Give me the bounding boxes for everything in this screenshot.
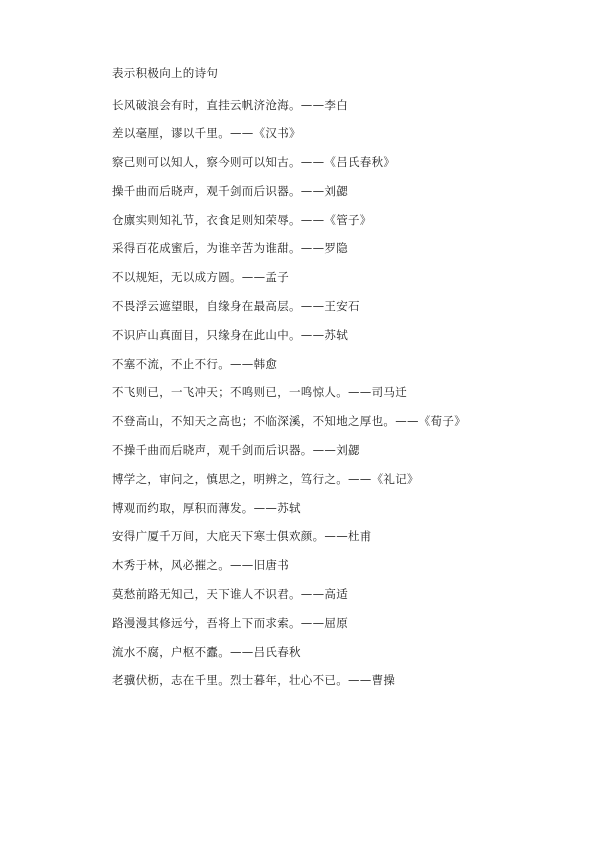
quote-line: 不畏浮云遮望眼，自缘身在最高层。——王安石 — [112, 299, 360, 314]
quote-line: 老骥伏枥，志在千里。烈士暮年，壮心不已。——曹操 — [112, 673, 396, 688]
quote-line: 仓廪实则知礼节，衣食足则知荣辱。——《管子》 — [112, 212, 372, 227]
document-body — [112, 68, 500, 687]
quote-line: 不以规矩，无以成方圆。——孟子 — [112, 270, 289, 285]
page-title: 表示积极向上的诗句 — [112, 66, 219, 80]
quote-line: 操千曲而后晓声，观千剑而后识器。——刘勰 — [112, 183, 348, 198]
quote-line: 不塞不流，不止不行。——韩愈 — [112, 356, 278, 371]
quote-line: 不登高山，不知天之高也；不临深溪，不知地之厚也。——《荀子》 — [112, 414, 466, 429]
quote-line: 路漫漫其修远兮，吾将上下而求索。——屈原 — [112, 615, 348, 630]
quote-line: 不飞则已，一飞冲天；不鸣则已，一鸣惊人。——司马迁 — [112, 385, 407, 400]
quote-line: 博学之，审问之，慎思之，明辨之，笃行之。——《礼记》 — [112, 471, 419, 486]
quote-line: 采得百花成蜜后，为谁辛苦为谁甜。——罗隐 — [112, 241, 348, 256]
quote-line: 不操千曲而后晓声，观千剑而后识器。——刘勰 — [112, 443, 360, 458]
quote-line: 流水不腐，户枢不蠹。——吕氏春秋 — [112, 644, 301, 659]
quote-line: 长风破浪会有时，直挂云帆济沧海。——李白 — [112, 97, 348, 112]
quote-line: 安得广厦千万间，大庇天下寒士俱欢颜。——杜甫 — [112, 529, 372, 544]
quote-line: 木秀于林，风必摧之。——旧唐书 — [112, 558, 289, 573]
quote-line: 博观而约取，厚积而薄发。——苏轼 — [112, 500, 301, 515]
quote-line: 莫愁前路无知己，天下谁人不识君。——高适 — [112, 587, 348, 602]
quote-line: 察己则可以知人，察今则可以知古。——《吕氏春秋》 — [112, 155, 396, 170]
quote-line: 差以毫厘，谬以千里。——《汉书》 — [112, 126, 301, 141]
quote-line: 不识庐山真面目，只缘身在此山中。——苏轼 — [112, 327, 348, 342]
